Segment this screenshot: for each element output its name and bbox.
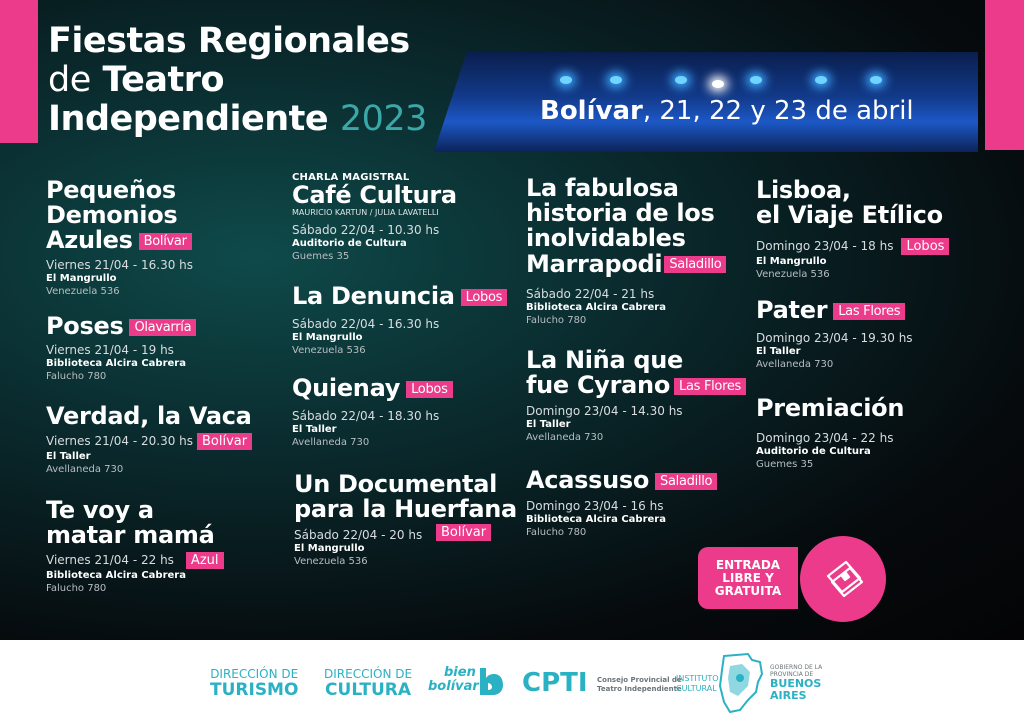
- title-year: 2023: [339, 99, 427, 139]
- show-title: Pequeños: [46, 176, 176, 204]
- pink-bar-left: [0, 0, 38, 143]
- city-tag: Las Flores: [833, 303, 905, 320]
- ticket-icon-circle: [800, 536, 886, 622]
- show-date: Viernes 21/04 - 19 hs: [46, 343, 174, 358]
- show-title: inolvidables: [526, 224, 686, 253]
- show-title: historia de los: [526, 199, 715, 228]
- show-te-voy-a-matar-mama: [46, 498, 224, 595]
- stage-light-icon: [870, 76, 882, 84]
- show-un-documental-para-la-huerfana: [294, 472, 517, 568]
- show-venue: El Mangrullo: [756, 256, 827, 268]
- show-date: Viernes 21/04 - 16.30 hs: [46, 257, 194, 272]
- logo-cpti: [522, 668, 588, 698]
- pink-bar-right: [985, 0, 1024, 150]
- show-title: Acassuso: [526, 466, 650, 494]
- festival-location-dates: [540, 96, 914, 126]
- show-venue: El Taller: [756, 346, 801, 358]
- show-address: Avellaneda 730: [756, 359, 834, 371]
- show-la-denuncia: [292, 284, 507, 357]
- free-entry-badge: [698, 547, 798, 609]
- logo-text: GOBIERNO DE LA: [770, 664, 823, 671]
- show-address: Guemes 35: [292, 251, 350, 263]
- logo-gobierno-buenos-aires: [770, 664, 822, 702]
- city-tag: Lobos: [901, 238, 949, 255]
- show-venue: Auditorio de Cultura: [756, 446, 871, 458]
- sponsor-footer: [0, 640, 1024, 723]
- logo-text: CULTURAL: [676, 684, 717, 693]
- show-title: La fabulosa: [526, 174, 679, 202]
- city-tag: Olavarría: [129, 319, 196, 336]
- show-pequenos-demonios-azules: [46, 178, 193, 298]
- show-cafe-cultura: [292, 172, 457, 263]
- show-title: matar mamá: [46, 521, 215, 550]
- show-title: Azules: [46, 226, 133, 255]
- event-type-label: CHARLA MAGISTRAL: [292, 172, 410, 183]
- show-acassuso: [526, 468, 717, 539]
- buenos-aires-province-map-icon: [718, 652, 764, 714]
- show-date: Domingo 23/04 - 18 hs: [756, 239, 894, 254]
- show-venue: Biblioteca Alcira Cabrera: [526, 514, 666, 526]
- logo-direccion-cultura: [324, 668, 412, 699]
- show-date: Viernes 21/04 - 22 hs: [46, 553, 174, 568]
- city-name: Bolívar: [540, 96, 643, 126]
- title-de: de: [48, 60, 91, 100]
- show-venue: Biblioteca Alcira Cabrera: [46, 570, 186, 582]
- page-title: [48, 22, 427, 139]
- show-title: Lisboa,: [756, 176, 851, 204]
- logo-text: DIRECCIÓN DE: [324, 667, 413, 681]
- city-tag: Lobos: [406, 381, 452, 398]
- show-address: Falucho 780: [46, 371, 107, 383]
- show-address: Venezuela 536: [756, 269, 830, 281]
- show-title: Demonios: [46, 201, 178, 230]
- show-address: Guemes 35: [756, 459, 814, 471]
- city-tag: Azul: [186, 552, 224, 569]
- show-date: Domingo 23/04 - 14.30 hs: [526, 404, 683, 419]
- logo-text: CULTURA: [325, 680, 411, 700]
- show-address: Venezuela 536: [292, 345, 366, 357]
- show-address: Falucho 780: [526, 314, 587, 326]
- logo-text: BUENOS: [770, 677, 822, 690]
- show-venue: El Taller: [526, 419, 571, 431]
- ticket-icon: [820, 556, 866, 602]
- show-date: Sábado 22/04 - 21 hs: [526, 286, 655, 301]
- show-address: Venezuela 536: [294, 556, 368, 568]
- logo-text: PROVINCIA DE: [770, 671, 814, 678]
- show-title: Un Documental: [294, 470, 498, 498]
- logo-instituto-cultural: [676, 674, 719, 694]
- stage-light-icon: [712, 80, 724, 88]
- show-venue: Biblioteca Alcira Cabrera: [46, 358, 186, 370]
- show-venue: El Mangrullo: [46, 272, 117, 284]
- show-title: para la Huerfana: [294, 495, 517, 524]
- show-venue: Biblioteca Alcira Cabrera: [526, 301, 666, 313]
- logo-text: AIRES: [770, 689, 807, 702]
- show-poses: [46, 314, 196, 383]
- show-date: Sábado 22/04 - 10.30 hs: [292, 223, 440, 238]
- title-line3: Independiente: [48, 99, 329, 139]
- show-title: Café Cultura: [292, 181, 457, 209]
- stage-light-icon: [750, 76, 762, 84]
- logo-text: DIRECCIÓN DE: [210, 667, 299, 681]
- show-title: Te voy a: [46, 496, 154, 524]
- show-venue: El Taller: [292, 424, 337, 436]
- logo-text: TURISMO: [210, 680, 299, 700]
- show-title: fue Cyrano: [526, 371, 671, 400]
- logo-bien-bolivar: [428, 666, 479, 694]
- logo-text: Teatro Independiente: [597, 685, 682, 693]
- show-title: Poses: [46, 312, 124, 340]
- show-date: Sábado 22/04 - 20 hs: [294, 528, 423, 543]
- show-address: Venezuela 536: [46, 285, 120, 297]
- show-date: Sábado 22/04 - 16.30 hs: [292, 317, 440, 332]
- stage-light-icon: [610, 76, 622, 84]
- show-title: Pater: [756, 296, 828, 324]
- show-title: el Viaje Etílico: [756, 201, 943, 230]
- show-date: Domingo 23/04 - 22 hs: [756, 431, 894, 446]
- festival-dates: , 21, 22 y 23 de abril: [642, 96, 914, 126]
- show-title: La Denuncia: [292, 282, 455, 310]
- show-venue: El Mangrullo: [294, 543, 365, 555]
- show-address: Falucho 780: [46, 583, 107, 595]
- title-teatro: Teatro: [102, 60, 225, 100]
- logo-text: bien: [444, 665, 476, 680]
- logo-text: bolívar: [428, 679, 479, 694]
- bien-bolivar-mark-icon: [478, 666, 504, 696]
- free-entry-line: LIBRE Y: [722, 570, 774, 585]
- show-speakers: MAURICIO KARTUN / JULIA LAVATELLI: [292, 208, 439, 218]
- show-venue: El Taller: [46, 451, 91, 463]
- show-title: La Niña que: [526, 346, 684, 374]
- show-verdad-la-vaca: [46, 404, 252, 476]
- show-title: Quienay: [292, 374, 401, 402]
- show-title: Premiación: [756, 394, 905, 422]
- stage-light-icon: [560, 76, 572, 84]
- logo-text: CPTI: [522, 668, 588, 698]
- free-entry-line: GRATUITA: [714, 583, 782, 598]
- show-lisboa-el-viaje-etilico: [756, 178, 949, 281]
- show-premiacion: [756, 396, 904, 471]
- show-address: Falucho 780: [526, 527, 587, 539]
- logo-cpti-subtitle: [597, 676, 682, 694]
- free-entry-line: ENTRADA: [715, 557, 781, 572]
- city-tag: Bolívar: [197, 433, 252, 450]
- show-date: Viernes 21/04 - 20.30 hs: [46, 434, 194, 449]
- show-address: Avellaneda 730: [292, 437, 370, 449]
- city-tag: Lobos: [461, 289, 507, 306]
- city-tag: Saladillo: [664, 256, 726, 273]
- show-quienay: [292, 376, 453, 449]
- show-la-fabulosa-historia: [526, 176, 726, 327]
- show-address: Avellaneda 730: [46, 464, 124, 476]
- show-address: Avellaneda 730: [526, 432, 604, 444]
- city-tag: Bolívar: [436, 524, 491, 541]
- show-venue: Auditorio de Cultura: [292, 238, 407, 250]
- show-date: Sábado 22/04 - 18.30 hs: [292, 409, 440, 424]
- show-date: Domingo 23/04 - 19.30 hs: [756, 331, 913, 346]
- show-la-nina-que-fue-cyrano: [526, 348, 746, 444]
- logo-direccion-turismo: [210, 668, 298, 699]
- title-line1: Fiestas Regionales: [48, 21, 410, 61]
- show-title: Verdad, la Vaca: [46, 402, 252, 430]
- show-date: Domingo 23/04 - 16 hs: [526, 499, 664, 514]
- stage-light-icon: [675, 76, 687, 84]
- city-tag: Las Flores: [674, 378, 746, 395]
- show-title: Marrapodi: [526, 249, 663, 278]
- city-tag: Bolívar: [139, 233, 192, 250]
- show-pater: [756, 298, 913, 371]
- logo-text: INSTITUTO: [676, 674, 719, 683]
- stage-light-icon: [815, 76, 827, 84]
- logo-text: Consejo Provincial de: [597, 676, 682, 684]
- show-venue: El Mangrullo: [292, 332, 363, 344]
- city-tag: Saladillo: [655, 473, 717, 490]
